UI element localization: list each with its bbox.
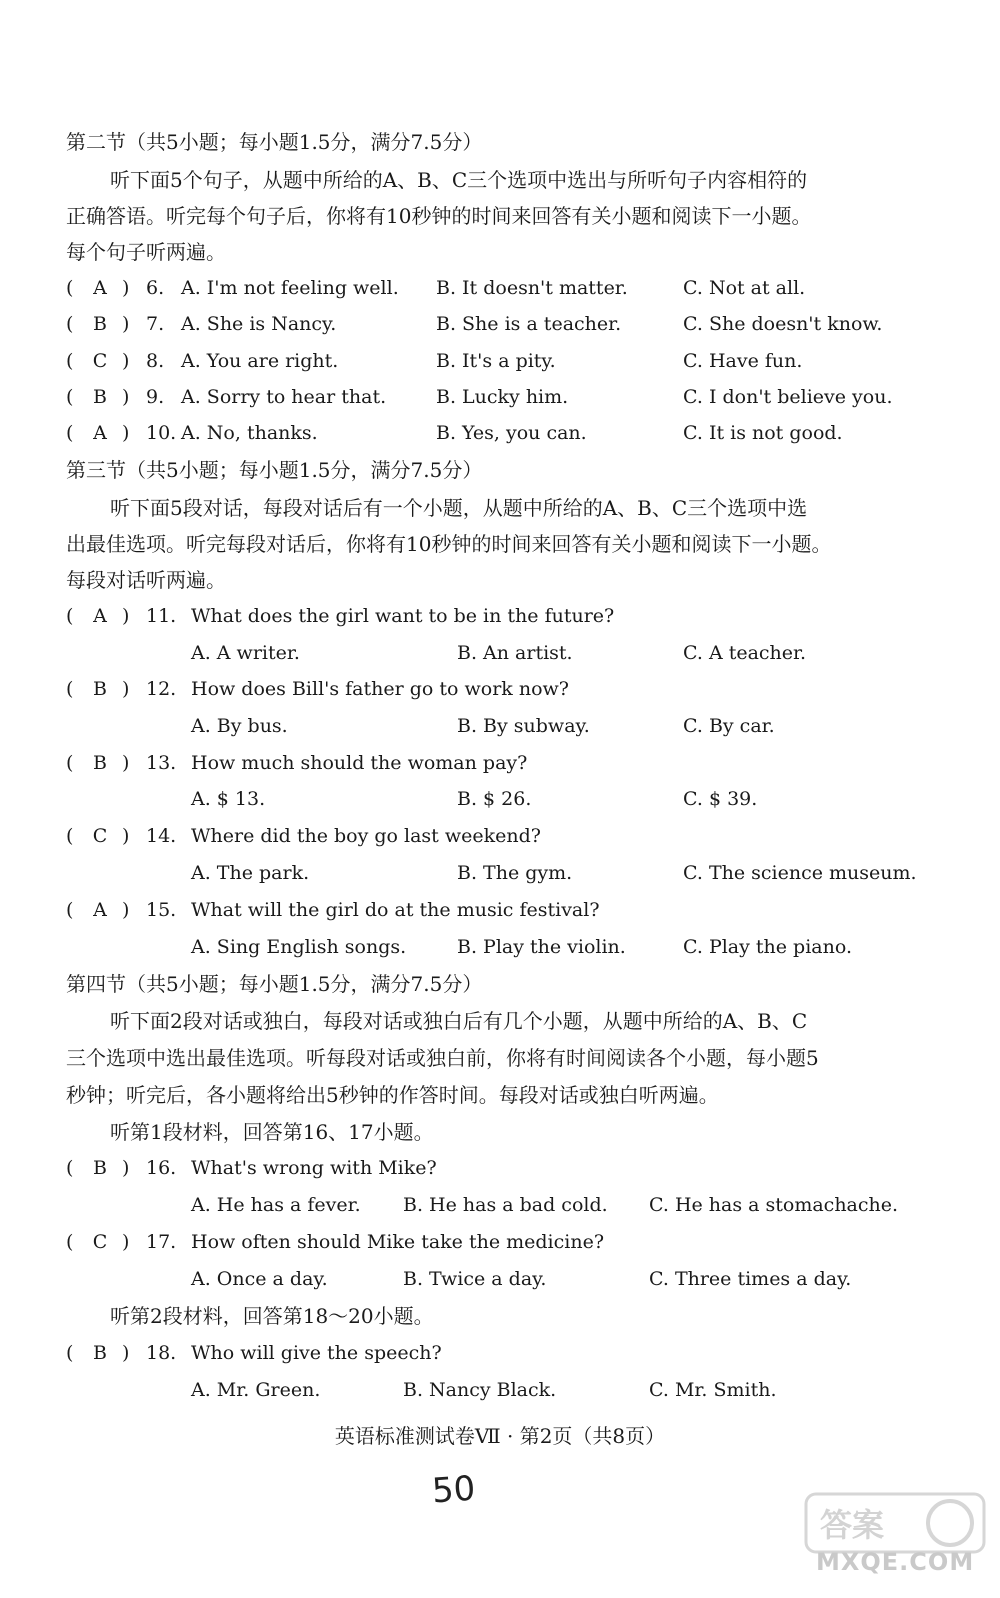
material-2-label: 听第2段材料，回答第18～20小题。 [110,1304,434,1328]
options-12 [0,708,1000,744]
question-14: ( C ) 14. Where did the boy go last weekend? [0,818,1000,854]
option-c: C. I don't believe you. [683,386,893,408]
question-10: ( A ) 10. A. No, thanks. B. Yes, you can. C. It is not good. [0,415,1000,451]
answer-18: B [93,1342,107,1364]
section4-instruction-1: 听下面2段对话或独白，每段对话或独白后有几个小题，从题中所给的A、B、C [110,1009,808,1033]
question-stem: How much should the woman pay? [191,752,528,774]
question-number: 17. [146,1231,177,1253]
page-footer: 英语标准测试卷Ⅶ · 第2页（共8页） [334,1424,666,1448]
question-stem: Who will give the speech? [191,1342,442,1364]
question-11: ( A ) 11. What does the girl want to be in the future? [0,598,1000,634]
question-18: ( B ) 18. Who will give the speech? [0,1335,1000,1371]
answer-10: A [93,422,107,444]
options-13 [0,781,1000,817]
option-b: B. She is a teacher. [436,313,622,335]
watermark-text: MXQE.COM [816,1548,975,1576]
question-number: 18. [146,1342,177,1364]
section3-instruction-1: 听下面5段对话，每段对话后有一个小题，从题中所给的A、B、C三个选项中选 [110,496,808,520]
option-b: B. Play the violin. [457,936,626,958]
answer-16: B [93,1157,107,1179]
section3-instruction-2: 出最佳选项。听完每段对话后，你将有10秒钟的时间来回答有关小题和阅读下一小题。 [66,532,832,556]
question-17: ( C ) 17. How often should Mike take the medicine? [0,1224,1000,1260]
options-15 [0,929,1000,965]
answer-13: B [93,752,107,774]
option-a: A. I'm not feeling well. [181,277,399,299]
question-stem: Where did the boy go last weekend? [191,825,541,847]
question-stem: What's wrong with Mike? [191,1157,437,1179]
question-stem: How often should Mike take the medicine? [191,1231,605,1253]
answer-15: A [93,899,107,921]
answer-12: B [93,678,107,700]
option-b: B. It's a pity. [436,350,556,372]
options-18 [0,1372,1000,1408]
question-stem: How does Bill's father go to work now? [191,678,569,700]
option-a: A. Sing English songs. [191,936,407,958]
answer-8: C [92,350,108,372]
option-a: A. She is Nancy. [181,313,337,335]
option-a: A. Mr. Green. [191,1379,321,1401]
option-c: C. She doesn't know. [683,313,883,335]
svg-text:答案: 答案 [820,1506,885,1544]
answer-7: B [93,313,107,335]
question-12: ( B ) 12. How does Bill's father go to work now? [0,671,1000,707]
question-6: ( A ) 6. A. I'm not feeling well. B. It doesn't matter. C. Not at all. [0,270,1000,306]
option-b: B. Yes, you can. [436,422,587,444]
option-b: B. Lucky him. [436,386,569,408]
answer-6: A [93,277,107,299]
option-b: B. Nancy Black. [403,1379,557,1401]
question-number: 6. [146,277,165,299]
option-c: C. The science museum. [683,862,917,884]
question-stem: What will the girl do at the music festival? [191,899,600,921]
option-c: C. Not at all. [683,277,806,299]
question-15: ( A ) 15. What will the girl do at the music festival? [0,892,1000,928]
option-b: B. The gym. [457,862,573,884]
option-c: C. By car. [683,715,775,737]
answer-9: B [93,386,107,408]
option-a: A. $ 13. [191,788,266,810]
question-8: ( C ) 8. A. You are right. B. It's a pity. C. Have fun. [0,343,1000,379]
option-b: B. Twice a day. [403,1268,547,1290]
option-a: A. You are right. [181,350,339,372]
section3-instruction-3: 每段对话听两遍。 [66,568,226,592]
question-number: 16. [146,1157,177,1179]
handwritten-page-number: 50 [430,1468,477,1512]
option-c: C. It is not good. [683,422,843,444]
option-a: A. He has a fever. [191,1194,361,1216]
question-16: ( B ) 16. What's wrong with Mike? [0,1150,1000,1186]
question-13: ( B ) 13. How much should the woman pay? [0,745,1000,781]
option-b: B. It doesn't matter. [436,277,628,299]
section2-instruction-3: 每个句子听两遍。 [66,240,226,264]
option-c: C. Play the piano. [683,936,853,958]
section3-heading: 第三节（共5小题；每小题1.5分，满分7.5分） [66,458,483,482]
option-a: A. Sorry to hear that. [181,386,387,408]
option-b: B. He has a bad cold. [403,1194,608,1216]
options-11 [0,635,1000,671]
option-c: C. A teacher. [683,642,807,664]
question-number: 9. [146,386,165,408]
question-stem: What does the girl want to be in the future? [191,605,615,627]
options-14 [0,855,1000,891]
question-9: ( B ) 9. A. Sorry to hear that. B. Lucky him. C. I don't believe you. [0,379,1000,415]
question-number: 11. [146,605,177,627]
option-a: A. Once a day. [191,1268,328,1290]
question-number: 14. [146,825,177,847]
option-a: A. A writer. [191,642,300,664]
option-b: B. An artist. [457,642,573,664]
question-7: ( B ) 7. A. She is Nancy. B. She is a teacher. C. She doesn't know. [0,306,1000,342]
option-b: B. $ 26. [457,788,532,810]
question-number: 15. [146,899,177,921]
options-16 [0,1187,1000,1223]
option-a: A. The park. [191,862,310,884]
answer-14: C [92,825,108,847]
section4-heading: 第四节（共5小题；每小题1.5分，满分7.5分） [66,972,483,996]
material-1-label: 听第1段材料，回答第16、17小题。 [110,1120,434,1144]
section2-instruction-1: 听下面5个句子，从题中所给的A、B、C三个选项中选出与所听句子内容相符的 [110,168,808,192]
answer-17: C [92,1231,108,1253]
option-b: B. By subway. [457,715,590,737]
section4-instruction-3: 秒钟；听完后，各小题将给出5秒钟的作答时间。每段对话或独白听两遍。 [66,1083,719,1107]
question-number: 10. [146,422,177,444]
options-17 [0,1261,1000,1297]
option-c: C. $ 39. [683,788,758,810]
question-number: 8. [146,350,165,372]
question-number: 13. [146,752,177,774]
answer-11: A [93,605,107,627]
section2-heading: 第二节（共5小题；每小题1.5分，满分7.5分） [66,130,483,154]
option-a: A. No, thanks. [181,422,318,444]
section2-instruction-2: 正确答语。听完每个句子后，你将有10秒钟的时间来回答有关小题和阅读下一小题。 [66,204,812,228]
option-c: C. Mr. Smith. [649,1379,777,1401]
option-a: A. By bus. [191,715,288,737]
question-number: 7. [146,313,165,335]
option-c: C. He has a stomachache. [649,1194,899,1216]
option-c: C. Have fun. [683,350,803,372]
question-number: 12. [146,678,177,700]
option-c: C. Three times a day. [649,1268,852,1290]
section4-instruction-2: 三个选项中选出最佳选项。听每段对话或独白前，你将有时间阅读各个小题，每小题5 [66,1046,819,1070]
